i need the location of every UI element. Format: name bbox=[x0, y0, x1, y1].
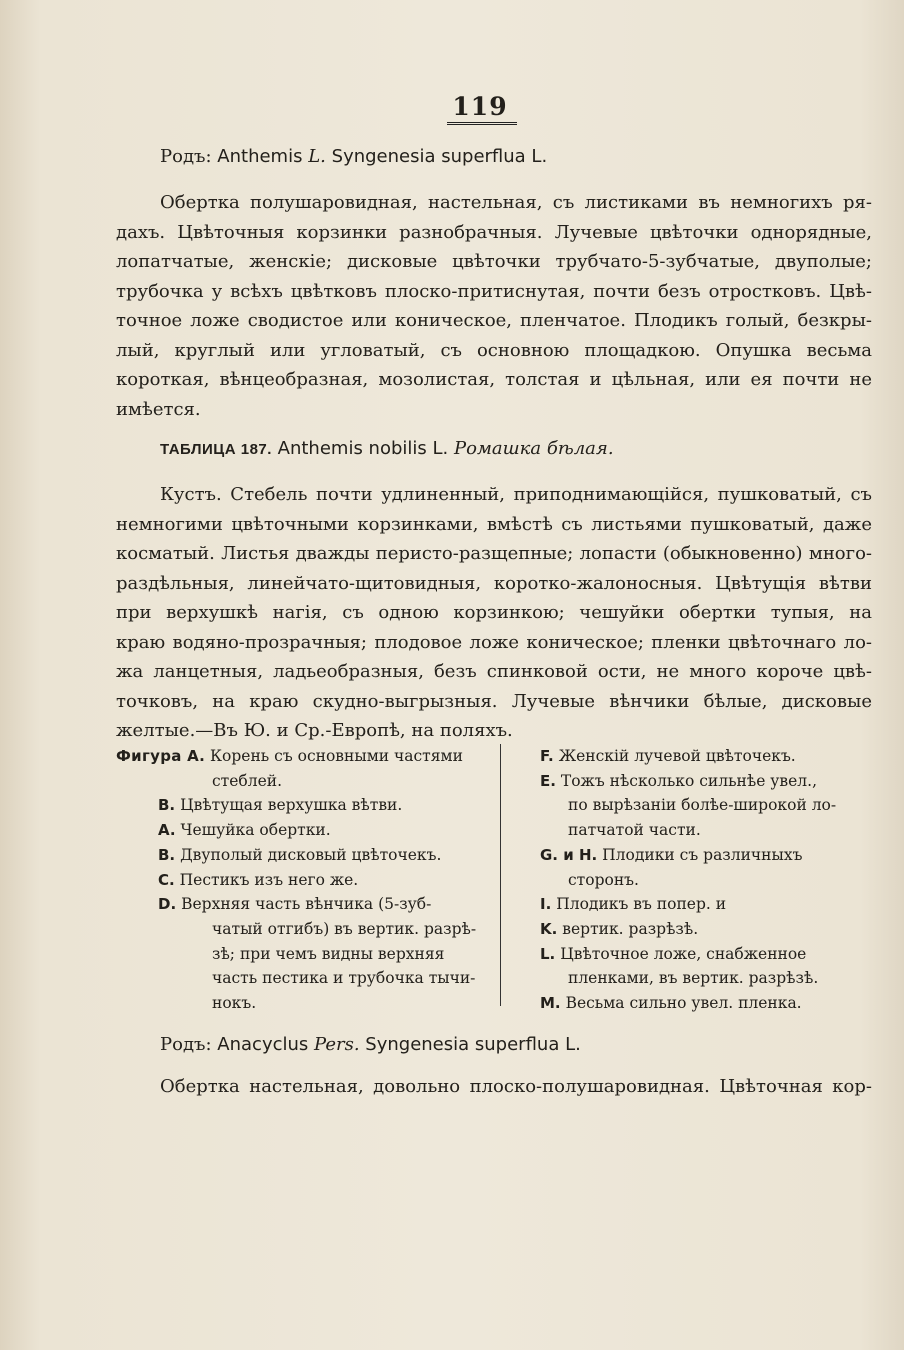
text-line: трубочка у всѣхъ цвѣтковъ плоско-притиснутая, почти безъ отростковъ. Цвѣ- bbox=[116, 280, 872, 302]
figure-text: по вырѣзаніи болѣе-широкой ло- bbox=[568, 796, 837, 815]
figure-entry bbox=[540, 769, 876, 843]
figure-key: D. bbox=[158, 895, 177, 914]
figure-entry bbox=[116, 744, 496, 793]
text-line: Обертка настельная, довольно плоско-полушаровидная. Цвѣточная кор- bbox=[160, 1076, 872, 1097]
figure-key: F. bbox=[540, 747, 554, 765]
figure-key: C. bbox=[158, 870, 175, 889]
text-line: точковъ, на краю скудно-выгрызныя. Лучевые вѣнчики бѣлые, дисковые bbox=[116, 690, 872, 712]
figure-key: K. bbox=[540, 919, 558, 938]
genus-author: L. bbox=[308, 146, 326, 167]
figure-text: зѣ; при чемъ видны верхняя bbox=[212, 944, 445, 963]
genus-prefix: Родъ: bbox=[160, 1034, 212, 1055]
figure-entry bbox=[540, 991, 876, 1016]
figure-text: Плодики съ различныхъ bbox=[602, 845, 803, 864]
text-line: лый, круглый или угловатый, съ основною площадкою. Опушка весьма bbox=[116, 339, 872, 361]
figure-text: Цвѣточное ложе, снабженное bbox=[560, 944, 807, 963]
genus-class: Syngenesia superflua L. bbox=[331, 146, 548, 167]
figure-text: Плодикъ въ попер. и bbox=[556, 895, 727, 914]
text-line: дахъ. Цвѣточныя корзинки разнобрачныя. Лучевые цвѣточки однорядные, bbox=[116, 221, 872, 243]
figure-entry bbox=[540, 942, 876, 991]
table-heading bbox=[160, 438, 614, 459]
genus-heading-anacyclus bbox=[160, 1034, 581, 1055]
figure-text: патчатой части. bbox=[568, 821, 701, 840]
figure-text: вертик. разрѣзѣ. bbox=[562, 919, 699, 938]
figure-text: Тожъ нѣсколько сильнѣе увел., bbox=[560, 771, 818, 790]
figure-entry bbox=[540, 917, 876, 942]
figure-text: сторонъ. bbox=[568, 870, 639, 889]
species-description bbox=[116, 480, 872, 746]
figure-key: B. bbox=[158, 845, 176, 864]
text-line: косматый. Листья дважды перисто-разщепные; лопасти (обыкновенно) много- bbox=[116, 543, 872, 564]
figure-entry bbox=[116, 818, 496, 843]
text-line: имѣется. bbox=[116, 398, 201, 420]
text-line: краю водяно-прозрачныя; плодовое ложе коническое; пленки цвѣточнаго ло- bbox=[116, 631, 872, 653]
figure-text: Верхняя часть вѣнчика (5-зуб- bbox=[181, 895, 432, 914]
genus-description bbox=[116, 188, 872, 424]
text-line: Обертка полушаровидная, настельная, съ листиками въ немногихъ ря- bbox=[160, 192, 872, 213]
genus-author: Pers. bbox=[314, 1034, 360, 1055]
text-line: лопатчатые, женскіе; дисковые цвѣточки трубчато-5-зубчатые, двуполые; bbox=[116, 251, 872, 272]
figure-key: L. bbox=[540, 944, 556, 963]
text-line: точное ложе сводистое или коническое, пленчатое. Плодикъ голый, безкры- bbox=[116, 310, 872, 331]
figure-text: Чешуйка обертки. bbox=[180, 821, 331, 840]
column-divider bbox=[500, 744, 501, 1006]
figure-text: Цвѣтущая верхушка вѣтви. bbox=[180, 796, 403, 815]
figure-key: A. bbox=[158, 821, 176, 840]
table-label: ТАБЛИЦА 187. bbox=[160, 441, 272, 458]
text-line: Кустъ. Стебель почти удлиненный, приподнимающійся, пушковатый, съ bbox=[160, 484, 872, 505]
genus-name: Anthemis bbox=[217, 146, 303, 167]
genus-prefix: Родъ: bbox=[160, 146, 212, 167]
figure-key: Фигура А. bbox=[116, 747, 206, 765]
figure-text: Корень съ основными частями bbox=[210, 747, 463, 765]
figure-entry bbox=[116, 793, 496, 818]
text-line: раздѣльныя, линейчато-щитовидныя, коротко-жалоносныя. Цвѣтущія вѣтви bbox=[116, 572, 872, 594]
figure-text: пленками, въ вертик. разрѣзѣ. bbox=[568, 969, 819, 988]
figure-text: Пестикъ изъ него же. bbox=[179, 870, 359, 889]
figure-entry bbox=[540, 843, 876, 892]
text-line: короткая, вѣнцеобразная, мозолистая, толстая и цѣльная, или ея почти не bbox=[116, 369, 872, 390]
figure-key: M. bbox=[540, 994, 561, 1013]
text-line: желтые.—Въ Ю. и Ср.-Европѣ, на поляхъ. bbox=[116, 720, 513, 741]
figure-text: Женскій лучевой цвѣточекъ. bbox=[558, 747, 796, 765]
figure-entry bbox=[116, 843, 496, 868]
figure-key: I. bbox=[540, 895, 552, 914]
figure-entry bbox=[540, 744, 876, 769]
figure-key: E. bbox=[540, 771, 556, 790]
figure-key: В. bbox=[158, 796, 176, 815]
text-line: при верхушкѣ нагія, съ одною корзинкою; чешуйки обертки тупыя, на bbox=[116, 602, 872, 623]
text-line: немногими цвѣточными корзинками, вмѣстѣ съ листьями пушковатый, даже bbox=[116, 513, 872, 535]
species-russian-name: Ромашка бѣлая. bbox=[454, 438, 614, 459]
figure-text: стеблей. bbox=[212, 771, 283, 790]
genus-heading-anthemis bbox=[160, 146, 547, 167]
figure-text: Весьма сильно увел. пленка. bbox=[565, 994, 802, 1013]
figure-legend-left bbox=[116, 744, 496, 1016]
figure-entry bbox=[116, 868, 496, 893]
genus2-description bbox=[116, 1072, 872, 1102]
figure-text: Двуполый дисковый цвѣточекъ. bbox=[180, 845, 442, 864]
figure-key: G. и H. bbox=[540, 845, 598, 864]
figure-text: чатый отгибъ) въ вертик. разрѣ- bbox=[212, 919, 477, 938]
genus-name: Anacyclus bbox=[217, 1034, 309, 1055]
genus-class: Syngenesia superflua L. bbox=[365, 1034, 581, 1055]
figure-text: часть пестика и трубочка тычи- bbox=[212, 969, 476, 988]
figure-legend-right bbox=[540, 744, 876, 1016]
figure-entry bbox=[116, 892, 496, 1016]
figure-entry bbox=[540, 892, 876, 917]
species-name: Anthemis nobilis L. bbox=[277, 438, 449, 459]
page-number: 119 bbox=[452, 92, 508, 121]
page-number-rule bbox=[447, 122, 517, 125]
figure-text: нокъ. bbox=[212, 994, 257, 1013]
text-line: жа ланцетныя, ладьеобразныя, безъ спинковой ости, не много короче цвѣ- bbox=[116, 661, 872, 682]
